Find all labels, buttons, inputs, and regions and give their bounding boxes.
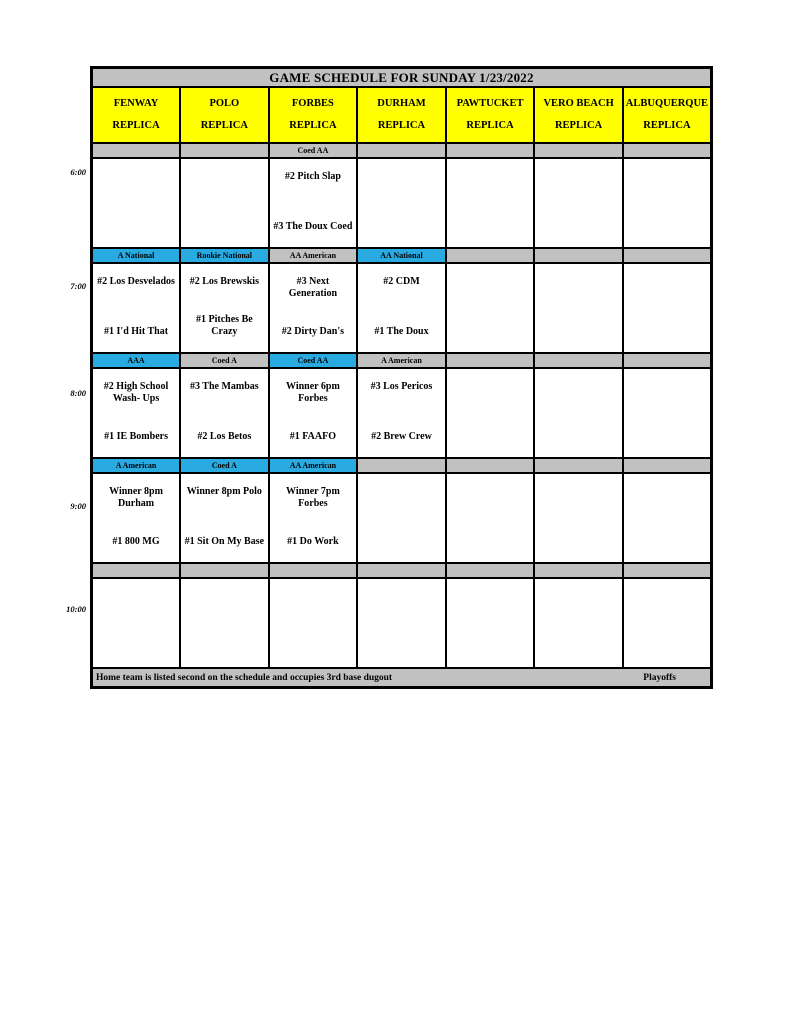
division-row-600 (92, 143, 712, 158)
schedule-table (90, 66, 713, 689)
playoffs-label: Playoffs (643, 672, 676, 683)
venue-name: PAWTUCKET (456, 98, 524, 110)
home-team: #2 Dirty Dan's (281, 326, 345, 338)
game-cell (269, 578, 358, 668)
game-cell (446, 158, 535, 248)
division-cell (623, 353, 712, 368)
division-cell (534, 248, 623, 263)
home-team: #2 Los Betos (197, 431, 252, 443)
game-cell (92, 368, 181, 458)
division-cell (623, 143, 712, 158)
division-cell (92, 353, 181, 368)
game-cell (92, 263, 181, 353)
game-cell (92, 473, 181, 563)
away-team: #3 The Mambas (189, 381, 259, 392)
division-cell (180, 143, 269, 158)
home-team: #1 800 MG (112, 536, 160, 548)
game-row-800 (92, 368, 712, 458)
division-cell (269, 563, 358, 578)
away-team: #3 Los Pericos (370, 381, 433, 392)
away-team: #3 Next Generation (288, 276, 338, 299)
game-cell (357, 368, 446, 458)
division-cell (269, 353, 358, 368)
division-label: AA American (289, 460, 337, 470)
time-label-600: 6:00 (70, 167, 86, 177)
division-cell (446, 353, 535, 368)
venue-name: VERO BEACH (543, 98, 614, 110)
game-row-600 (92, 158, 712, 248)
away-team: Winner 6pm Forbes (286, 381, 340, 404)
venue-replica-label: REPLICA (554, 120, 603, 132)
division-label: AA American (289, 250, 337, 260)
time-label-900: 9:00 (70, 501, 86, 511)
game-row-1000 (92, 578, 712, 668)
home-team: #1 IE Bombers (104, 431, 168, 443)
division-cell (446, 143, 535, 158)
division-cell (180, 458, 269, 473)
venue-header-durham (357, 87, 446, 143)
division-row-800 (92, 353, 712, 368)
division-cell (446, 458, 535, 473)
game-cell (180, 158, 269, 248)
away-team: Winner 8pm Polo (186, 486, 262, 497)
schedule-title: GAME SCHEDULE FOR SUNDAY 1/23/2022 (92, 68, 712, 88)
venue-header-fenway (92, 87, 181, 143)
venue-replica-label: REPLICA (289, 120, 337, 132)
game-cell (534, 263, 623, 353)
game-cell (623, 263, 712, 353)
game-cell (357, 158, 446, 248)
division-cell (269, 458, 358, 473)
division-cell (534, 143, 623, 158)
division-cell (180, 563, 269, 578)
venue-header-row (92, 87, 712, 143)
game-cell (446, 473, 535, 563)
game-cell (92, 158, 181, 248)
time-label-800: 8:00 (70, 388, 86, 398)
time-label-1000: 10:00 (66, 604, 86, 614)
venue-header-pawtucket (446, 87, 535, 143)
venue-name: FENWAY (113, 98, 159, 110)
home-team: #1 Do Work (287, 536, 339, 548)
title-row (92, 68, 712, 88)
division-cell (269, 248, 358, 263)
division-cell (446, 248, 535, 263)
venue-replica-label: REPLICA (377, 120, 426, 132)
venue-replica-label: REPLICA (200, 120, 248, 132)
game-cell (180, 263, 269, 353)
venue-replica-label: REPLICA (643, 120, 691, 132)
game-cell (623, 578, 712, 668)
division-label: Coed A (211, 355, 237, 365)
division-cell (534, 353, 623, 368)
game-cell (180, 578, 269, 668)
home-team: #1 I'd Hit That (104, 326, 169, 338)
division-cell (269, 143, 358, 158)
division-cell (357, 143, 446, 158)
game-cell (534, 158, 623, 248)
time-label-700: 7:00 (70, 281, 86, 291)
game-cell (446, 578, 535, 668)
division-cell (357, 458, 446, 473)
home-team: #2 Brew Crew (371, 431, 432, 443)
game-cell (446, 368, 535, 458)
game-cell (623, 473, 712, 563)
division-cell (357, 353, 446, 368)
venue-name: DURHAM (377, 98, 426, 110)
away-team: #2 Pitch Slap (284, 171, 341, 182)
division-label: A National (117, 250, 155, 260)
game-cell (534, 368, 623, 458)
division-label: Rookie National (196, 250, 253, 260)
division-cell (92, 143, 181, 158)
venue-name: POLO (209, 98, 240, 110)
division-label: AA National (380, 250, 423, 260)
game-cell (357, 578, 446, 668)
game-cell (180, 473, 269, 563)
game-cell (92, 578, 181, 668)
division-cell (623, 248, 712, 263)
game-cell (357, 473, 446, 563)
venue-header-vero-beach (534, 87, 623, 143)
away-team: #2 Los Desvelados (97, 276, 175, 287)
division-cell (357, 248, 446, 263)
division-cell (92, 248, 181, 263)
home-team: #3 The Doux Coed (273, 221, 353, 233)
division-cell (92, 563, 181, 578)
game-cell (269, 368, 358, 458)
game-cell (623, 368, 712, 458)
home-team: #1 FAAFO (289, 431, 336, 443)
game-row-700 (92, 263, 712, 353)
game-cell (357, 263, 446, 353)
venue-name: FORBES (291, 98, 334, 110)
venue-header-polo (180, 87, 269, 143)
game-cell (623, 158, 712, 248)
game-cell (446, 263, 535, 353)
away-team: Winner 8pm Durham (109, 486, 163, 509)
division-cell (180, 353, 269, 368)
game-cell (534, 578, 623, 668)
venue-header-forbes (269, 87, 358, 143)
division-row-1000 (92, 563, 712, 578)
footer-note: Home team is listed second on the schedule and occupies 3rd base dugout (96, 672, 393, 683)
game-cell (269, 263, 358, 353)
away-team: Winner 7pm Forbes (286, 486, 340, 509)
home-team: #1 The Doux (374, 326, 429, 338)
division-label: A American (381, 355, 422, 365)
game-cell (180, 368, 269, 458)
home-team: #1 Sit On My Base (184, 536, 265, 548)
footer-row (92, 668, 712, 688)
venue-name: ALBUQUERQUE (625, 98, 709, 110)
division-cell (623, 563, 712, 578)
division-cell (534, 458, 623, 473)
division-cell (92, 458, 181, 473)
division-label: Coed AA (297, 145, 329, 155)
footer-bar (92, 668, 712, 688)
division-cell (357, 563, 446, 578)
division-label: Coed A (211, 460, 237, 470)
game-cell (534, 473, 623, 563)
division-cell (446, 563, 535, 578)
division-label: A American (115, 460, 157, 470)
division-row-700 (92, 248, 712, 263)
division-cell (180, 248, 269, 263)
division-label: Coed AA (297, 355, 329, 365)
venue-replica-label: REPLICA (466, 120, 514, 132)
game-cell (269, 473, 358, 563)
game-row-900 (92, 473, 712, 563)
venue-replica-label: REPLICA (112, 120, 160, 132)
division-cell (623, 458, 712, 473)
game-cell (269, 158, 358, 248)
venue-header-albuquerque (623, 87, 712, 143)
division-cell (534, 563, 623, 578)
away-team: #2 CDM (383, 276, 420, 287)
home-team: #1 Pitches Be Crazy (196, 314, 253, 338)
away-team: #2 Los Brewskis (189, 276, 259, 287)
division-label: AAA (127, 355, 145, 365)
away-team: #2 High School Wash- Ups (103, 381, 169, 404)
division-row-900 (92, 458, 712, 473)
